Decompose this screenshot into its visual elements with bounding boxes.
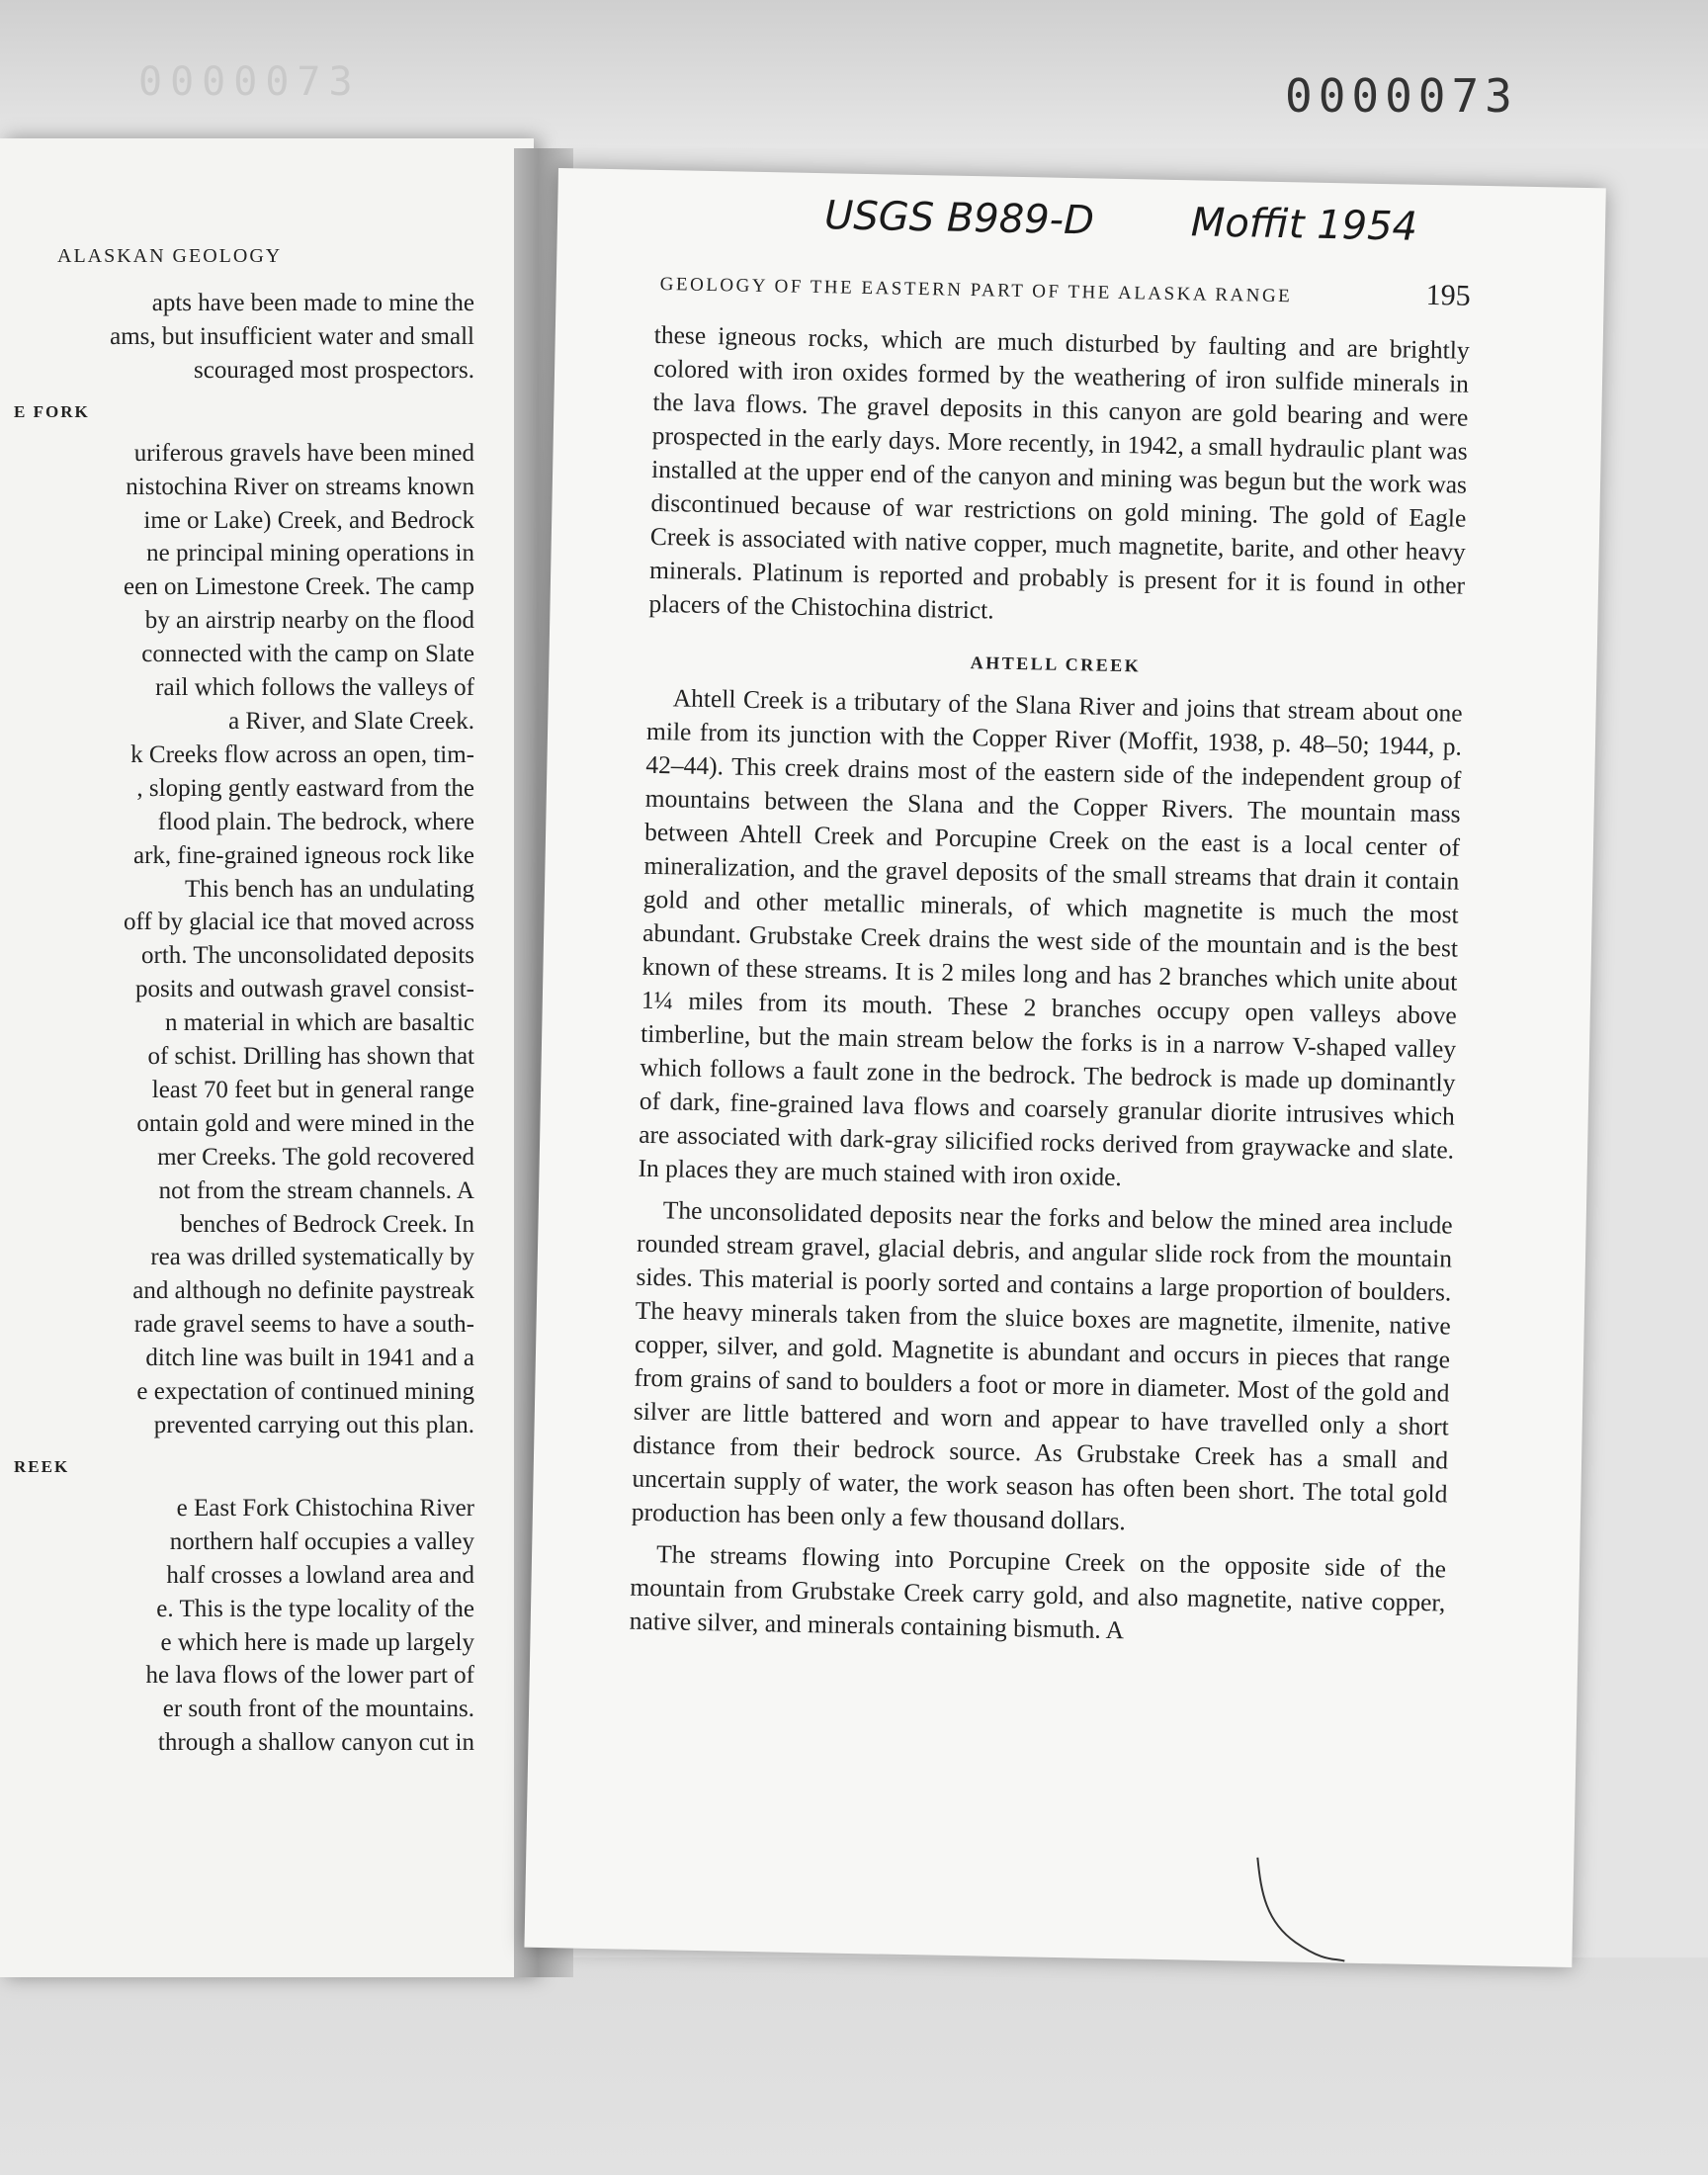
left-text-line: orth. The unconsolidated deposits — [141, 942, 474, 970]
left-text-line: not from the stream channels. A — [158, 1176, 474, 1204]
left-running-head: ALASKAN GEOLOGY — [57, 245, 283, 267]
left-text-line: e. This is the type locality of the — [156, 1595, 474, 1622]
paragraph-1: these igneous rocks, which are much disturbed by faulting and are brightly colored with iron oxides formed by the weathering of iron sulfide minerals in the lava flows. The gravel deposits in this canyon are gold bearing and were prospected in the early days. More recently, in 1942, a small hydraulic plant was installed at the upper end of the canyon and mining was begun but the work was discontinued because of war restrictions on gold mining. The gold of Eagle Creek is associated with native copper, much magnetite, barite, and other heavy minerals. Platinum is reported and probably is present for it is found in other placers of the Chistochina district. — [648, 319, 1470, 625]
left-text-line: This bench has an undulating — [185, 875, 474, 903]
paragraph-3: The unconsolidated deposits near the forks and below the mined area include rounded stream gravel, glacial debris, and angular slide rock from the mountain sides. This material is poorly sorted and contains a large proportion of boulders. The heavy minerals taken from the sluice boxes are magnetite, ilmenite, native copper, silver, and gold. Magnetite is abundant and occurs in pieces that range from grains of sand to boulders a foot or more in diameter. Most of the gold and silver are little battered and worn and appear to have travelled only a short distance from their bedrock source. As Grubstake Creek has a small and uncertain supply of water, the work season has often been short. The total gold production has been only a few thousand dollars. — [631, 1195, 1453, 1536]
scan-shadow-bottom — [0, 1958, 1708, 2175]
left-text-line: he lava flows of the lower part of — [145, 1662, 474, 1690]
left-text-line: k Creeks flow across an open, tim- — [130, 740, 474, 768]
left-text-line: uriferous gravels have been mined — [133, 439, 474, 467]
left-text-line: through a shallow canyon cut in — [157, 1729, 474, 1757]
left-text-line: flood plain. The bedrock, where — [157, 808, 474, 835]
handwritten-reference: USGS B989-D — [823, 193, 1095, 244]
left-text-line: rail which follows the valleys of — [155, 674, 474, 702]
left-text-line: n material in which are basaltic — [164, 1009, 474, 1037]
left-text-line: posits and outwash gravel consist- — [134, 976, 474, 1003]
left-subheading: E FORK — [14, 401, 90, 421]
left-text-line: northern half occupies a valley — [169, 1527, 474, 1555]
left-text-line: rea was drilled systematically by — [150, 1244, 474, 1271]
pen-stroke-mark — [1236, 1853, 1356, 1963]
left-text-line: benches of Bedrock Creek. In — [180, 1210, 474, 1238]
running-head — [660, 264, 1472, 313]
left-text-line: prevented carrying out this plan. — [153, 1412, 474, 1438]
left-text-line: ark, fine-grained igneous rock like — [132, 841, 474, 869]
left-text-line: half crosses a lowland area and — [166, 1561, 474, 1589]
document-number-bleedthrough: 0000073 — [138, 59, 361, 105]
running-head-title: GEOLOGY OF THE EASTERN PART OF THE ALASKA RANGE — [659, 273, 1293, 307]
left-text-line: , sloping gently eastward from the — [136, 774, 474, 802]
right-page — [524, 168, 1605, 1967]
left-text-line: least 70 feet but in general range — [151, 1076, 474, 1103]
paragraph-4: The streams flowing into Porcupine Creek on the opposite side of the mountain from Grubstake Creek carry gold, and also magnetite, native copper, native silver, and minerals containing bismuth. A — [629, 1539, 1447, 1645]
left-text-line: ams, but insufficient water and small — [110, 322, 474, 350]
left-text-line: er south front of the mountains. — [162, 1696, 474, 1723]
left-subheading: REEK — [14, 1456, 70, 1476]
left-text-line: of schist. Drilling has shown that — [147, 1043, 474, 1071]
left-text-line: e expectation of continued mining — [136, 1378, 474, 1406]
left-text-line: ime or Lake) Creek, and Bedrock — [143, 506, 474, 534]
left-text-line: nistochina River on streams known — [126, 473, 474, 500]
left-text-line: by an airstrip nearby on the flood — [144, 607, 474, 635]
left-text-line: ontain gold and were mined in the — [136, 1109, 474, 1137]
left-text-line: ne principal mining operations in — [146, 540, 474, 567]
left-text-line: rade gravel seems to have a south- — [133, 1311, 474, 1339]
left-text-line: mer Creeks. The gold recovered — [157, 1143, 474, 1171]
left-text-line: connected with the camp on Slate — [141, 641, 474, 668]
page-body — [629, 318, 1469, 1654]
document-number: 0000073 — [1285, 69, 1518, 123]
left-page-body — [10, 287, 494, 1760]
page-number: 195 — [1425, 278, 1472, 312]
left-text-line: and although no definite paystreak — [132, 1277, 474, 1305]
section-heading-ahtell-creek: AHTELL CREEK — [970, 652, 1142, 676]
paragraph-2: Ahtell Creek is a tributary of the Slana River and joins that stream about one mile from its junction with the Copper River (Moffit, 1938, p. 48–50; 1944, p. 42–44). This creek drains most of the eastern side of the independent group of mountains between the Slana and the Copper Rivers. The mountain mass between Ahtell Creek and Porcupine Creek on the east is a local center of mineralization, and the gravel deposits of the small streams that drain it contain gold and other metallic minerals, of which magnetite is much the most abundant. Grubstake Creek drains the west side of the mountain and is the best known of these streams. It is 2 miles long and has 2 branches which unite about 1¼ miles from its mouth. These 2 branches occupy open valleys above timberline, but the main stream below the forks is in a narrow V-shaped valley which follows a fault zone in the bedrock. The bedrock is made up dominantly of dark, fine-grained lava flows and coarsely granular diorite intrusives which are associated with dark-gray silicified rocks derived from graywacke and slate. In places they are much stained with iron oxide. — [638, 683, 1463, 1192]
handwritten-annotation — [824, 193, 1418, 250]
left-text-line: e which here is made up largely — [160, 1628, 474, 1656]
left-text-line: off by glacial ice that moved across — [124, 909, 474, 936]
handwritten-author-year: Moffit 1954 — [1190, 200, 1418, 250]
left-text-line: e East Fork Chistochina River — [176, 1494, 474, 1522]
left-text-line: een on Limestone Creek. The camp — [124, 573, 474, 601]
left-text-line: apts have been made to mine the — [151, 290, 474, 316]
left-text-line: a River, and Slate Creek. — [228, 707, 474, 735]
left-text-line: scouraged most prospectors. — [194, 356, 474, 384]
left-page — [0, 138, 534, 1977]
left-text-line: ditch line was built in 1941 and a — [145, 1345, 474, 1372]
